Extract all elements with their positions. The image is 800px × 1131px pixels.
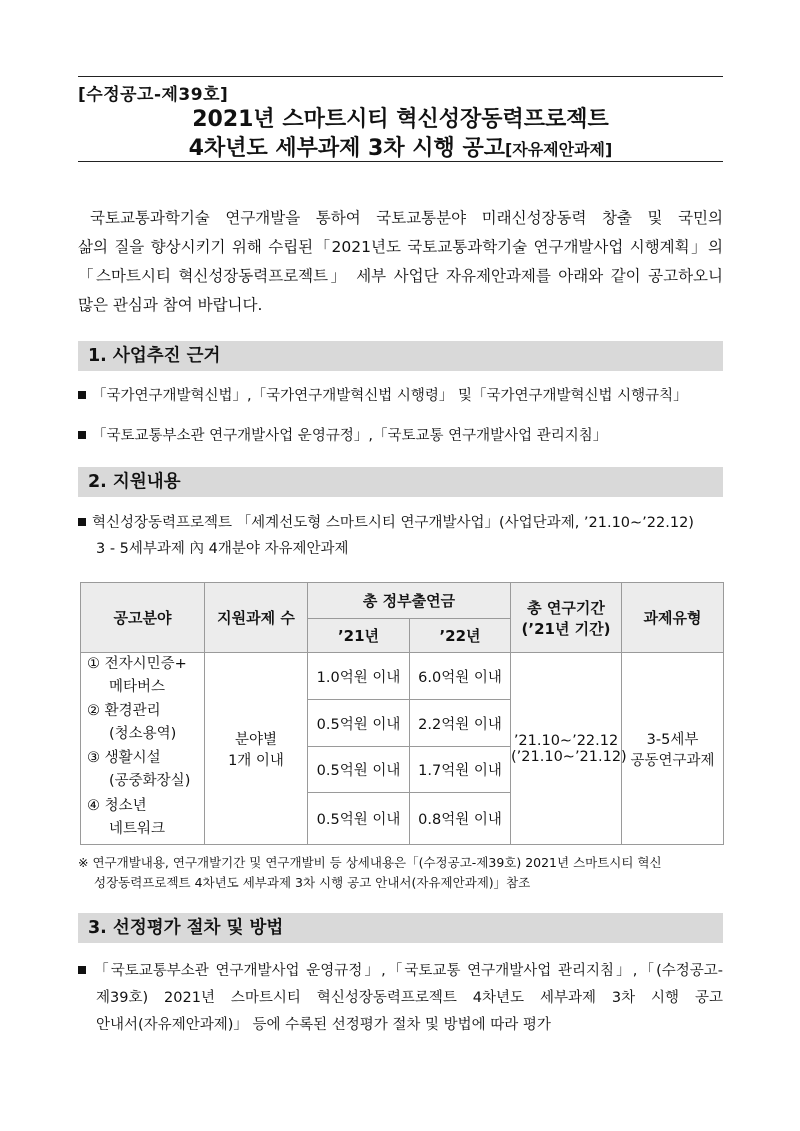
section-2-heading: 2. 지원내용 <box>78 467 723 497</box>
section-1-bullet <box>78 423 723 449</box>
notice-number: [수정공고-제39호] <box>78 85 229 105</box>
table-row-field <box>81 747 205 793</box>
section-3-heading: 3. 선정평가 절차 및 방법 <box>78 913 723 943</box>
amount-21: 0.5억원 이내 <box>308 700 410 747</box>
amount-22: 2.2억원 이내 <box>410 700 511 747</box>
field-name-line-1: 생활시설 <box>104 749 161 766</box>
note-mark: ※ <box>78 855 89 870</box>
amount-21: 0.5억원 이내 <box>308 793 410 845</box>
field-name-line-1: 청소년 <box>104 798 147 815</box>
title-top-rule <box>78 76 723 77</box>
amount-22: 6.0억원 이내 <box>410 653 511 700</box>
amount-21: 1.0억원 이내 <box>308 653 410 700</box>
field-number: ① <box>87 656 100 673</box>
bullet-square-icon <box>78 391 86 399</box>
bullet-text: 「국토교통부소관 연구개발사업 운영규정」,「국토교통 연구개발사업 관리지침」 <box>92 428 608 444</box>
amount-22: 1.7억원 이내 <box>410 747 511 793</box>
field-name-line-2: 메타버스 <box>109 679 166 696</box>
field-name-line-1: 전자시민증+ <box>104 656 187 673</box>
note-line-1: 연구개발내용, 연구개발기간 및 연구개발비 등 상세내용은「(수정공고-제39호) 2021년 스마트시티 혁신 <box>92 855 662 870</box>
intro-line: 국토교통과학기술 연구개발을 통하여 국토교통분야 미래신성장동력 창출 및 국민의 <box>90 209 723 227</box>
amount-21: 0.5억원 이내 <box>308 747 410 793</box>
bullet-text-line-1: 「국토교통부소관 연구개발사업 운영규정」,「국토교통 연구개발사업 관리지침」,「(수정공고- <box>92 963 723 979</box>
title-line-2-main: 4차년도 세부과제 3차 시행 공고 <box>188 136 505 161</box>
intro-paragraph <box>78 204 723 320</box>
bullet-text-line-2: 제39호) 2021년 스마트시티 혁신성장동력프로젝트 4차년도 세부과제 3차 시행 공고 <box>96 990 723 1006</box>
title-line-2-sub: [자유제안과제] <box>504 140 613 159</box>
amount-22: 0.8억원 이내 <box>410 793 511 845</box>
header-period <box>511 583 622 653</box>
table-row-field <box>81 793 205 845</box>
section-3-bullet <box>78 958 723 1039</box>
header-period-line-1: 총 연구기간 <box>527 598 605 617</box>
support-table <box>80 582 724 845</box>
header-year-21: ’21년 <box>308 619 410 653</box>
reference-note <box>78 853 723 893</box>
title-bottom-rule <box>78 161 723 162</box>
header-period-line-2: (’21년 기간) <box>521 619 611 638</box>
header-funding: 총 정부출연금 <box>308 583 511 619</box>
field-name-line-2: 네트워크 <box>109 821 166 838</box>
intro-line: 삶의 질을 향상시키기 위해 수립된「2021년도 국토교통과학기술 연구개발사업 시행계획」의 <box>78 238 723 256</box>
table-row-field <box>81 653 205 700</box>
section-2-bullet <box>78 510 723 562</box>
header-type: 과제유형 <box>622 583 724 653</box>
period-cell <box>511 653 627 845</box>
intro-line: 「스마트시티 혁신성장동력프로젝트」 세부 사업단 자유제안과제를 아래와 같이 공고하오니 <box>78 267 723 285</box>
field-number: ③ <box>87 749 100 766</box>
table-row-field <box>81 700 205 747</box>
type-line-1: 3-5세부 <box>646 731 699 748</box>
header-field: 공고분야 <box>81 583 205 653</box>
bullet-text-line-3: 안내서(자유제안과제)」 등에 수록된 선정평가 절차 및 방법에 따라 평가 <box>96 1017 551 1033</box>
section-1-bullet <box>78 383 723 409</box>
field-number: ② <box>87 703 100 719</box>
field-number: ④ <box>87 798 100 815</box>
bullet-square-icon <box>78 518 86 526</box>
type-cell <box>622 653 724 845</box>
title-line-1: 2021년 스마트시티 혁신성장동력프로젝트 <box>192 107 609 132</box>
field-name-line-2: (청소용역) <box>109 726 177 742</box>
section-1-heading: 1. 사업추진 근거 <box>78 341 723 371</box>
period-line-2: (’21.10∼’21.12) <box>511 748 627 765</box>
header-year-22: ’22년 <box>410 619 511 653</box>
field-name-line-2: (공중화장실) <box>109 772 191 789</box>
note-line-2: 성장동력프로젝트 4차년도 세부과제 3차 시행 공고 안내서(자유제안과제)」참조 <box>94 875 531 890</box>
period-line-1: ’21.10∼’22.12 <box>513 732 619 749</box>
bullet-text-line-1: 혁신성장동력프로젝트 「세계선도형 스마트시티 연구개발사업」(사업단과제, ’21.10∼’22.12) <box>92 515 694 531</box>
type-line-2: 공동연구과제 <box>630 752 715 769</box>
count-cell <box>205 653 308 845</box>
title-line-2 <box>78 131 723 162</box>
field-name-line-1: 환경관리 <box>104 703 161 719</box>
bullet-square-icon <box>78 966 86 974</box>
header-count: 지원과제 수 <box>205 583 308 653</box>
count-line-1: 분야별 <box>234 731 278 748</box>
bullet-text: 「국가연구개발혁신법」,「국가연구개발혁신법 시행령」 및「국가연구개발혁신법 시행규칙」 <box>92 388 688 404</box>
intro-line: 많은 관심과 참여 바랍니다. <box>78 296 263 314</box>
bullet-text-line-2: 3 - 5세부과제 內 4개분야 자유제안과제 <box>96 541 349 557</box>
count-line-2: 1개 이내 <box>228 752 284 769</box>
bullet-square-icon <box>78 431 86 439</box>
